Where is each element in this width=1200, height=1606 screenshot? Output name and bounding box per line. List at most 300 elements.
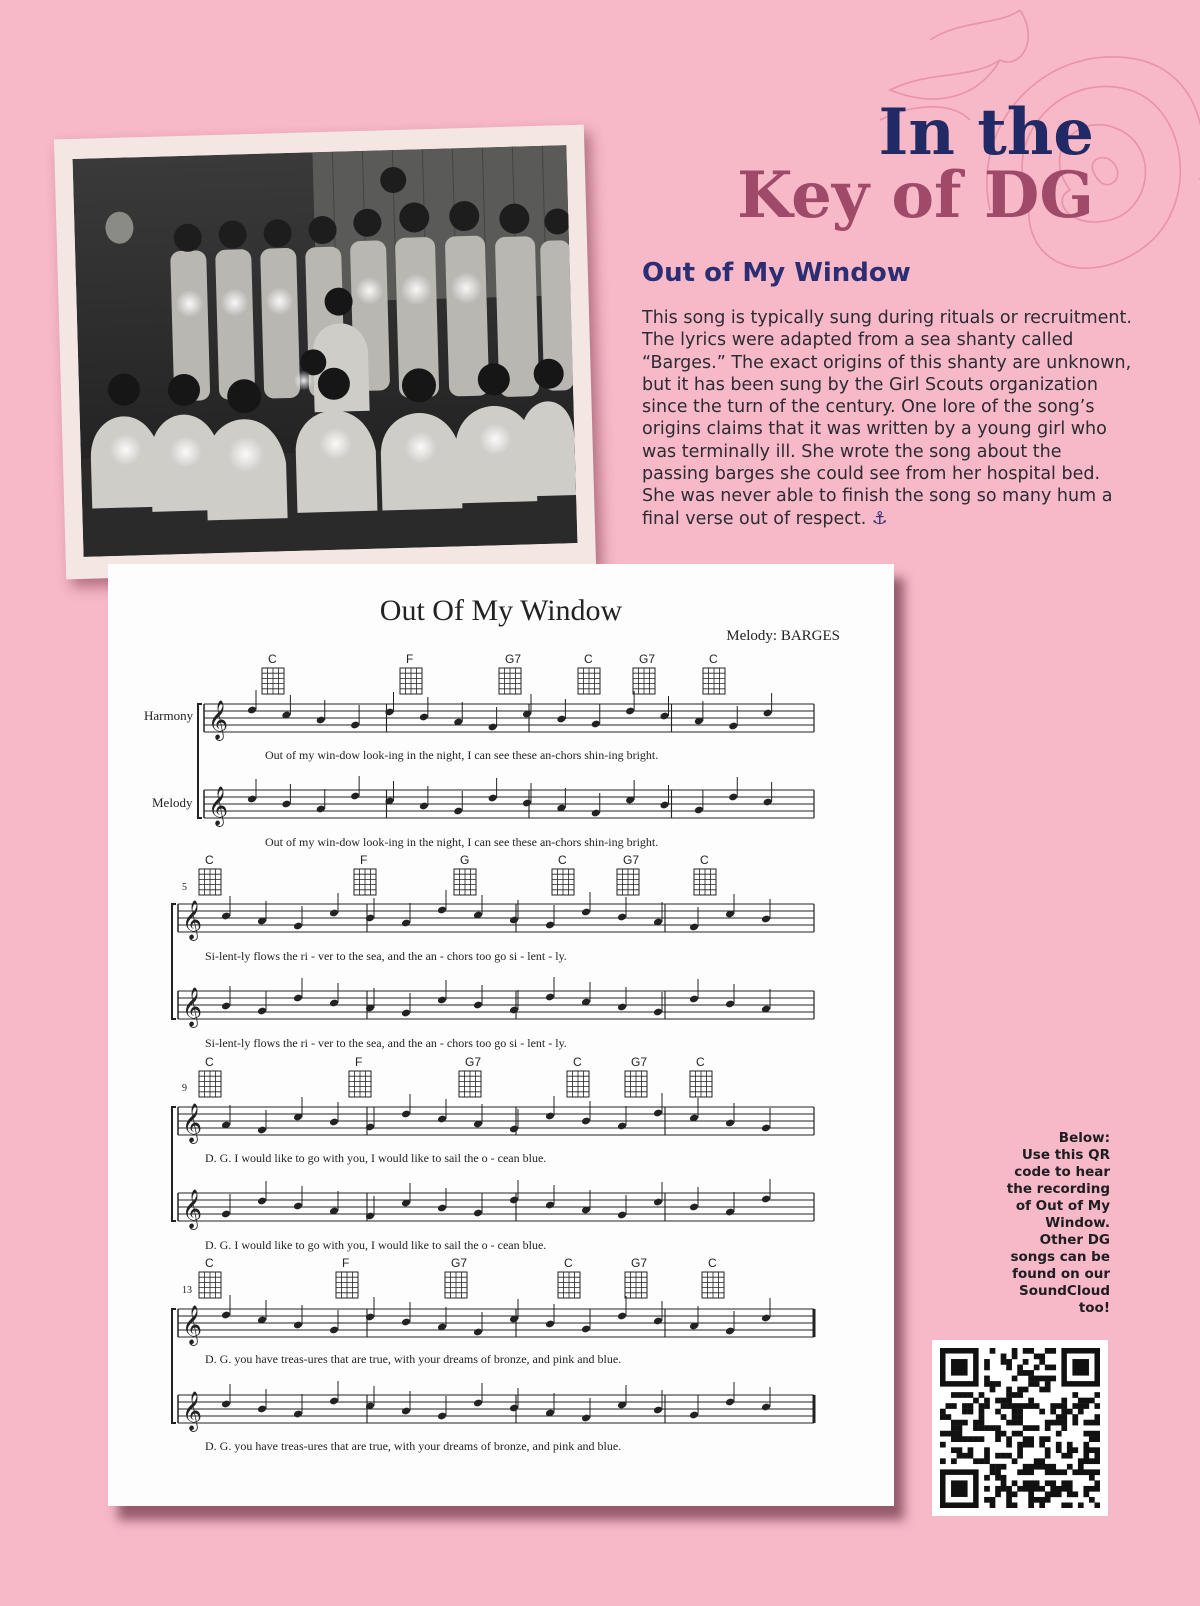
qr-module: [968, 1436, 974, 1442]
chord-label: C: [268, 652, 277, 666]
qr-module: [1078, 1409, 1084, 1415]
qr-module: [984, 1475, 990, 1481]
qr-module: [1045, 1420, 1051, 1426]
chord-label: C: [696, 1055, 705, 1069]
qr-module: [1034, 1464, 1040, 1470]
qr-module: [984, 1497, 990, 1503]
qr-module: [979, 1420, 985, 1426]
qr-module: [1083, 1469, 1089, 1475]
chord-label: C: [205, 1055, 214, 1069]
treble-clef-icon: 𝄞: [182, 987, 203, 1027]
chord-label: G7: [631, 1055, 648, 1069]
qr-module: [1072, 1392, 1078, 1398]
qr-module: [1056, 1442, 1062, 1448]
qr-module: [1050, 1403, 1056, 1409]
qr-module: [973, 1420, 979, 1426]
treble-clef-icon: 𝄞: [182, 1189, 203, 1229]
qr-module: [1072, 1403, 1078, 1409]
qr-module: [1083, 1447, 1089, 1453]
qr-module: [1001, 1414, 1007, 1420]
qr-module: [990, 1502, 996, 1508]
qr-module: [979, 1436, 985, 1442]
qr-module: [957, 1420, 963, 1426]
qr-module: [1034, 1480, 1040, 1486]
qr-module: [1028, 1436, 1034, 1442]
qr-module: [1094, 1420, 1100, 1426]
qr-module: [951, 1420, 957, 1426]
qr-module: [995, 1475, 1001, 1481]
qr-module: [1094, 1480, 1100, 1486]
qr-module: [1061, 1414, 1067, 1420]
measure-number: 5: [182, 882, 187, 893]
qr-module: [1017, 1486, 1023, 1492]
qr-module: [984, 1376, 990, 1382]
heading-line-2: Key of DG: [736, 157, 1094, 233]
chord-label: G7: [465, 1055, 482, 1069]
qr-finder: [951, 1480, 968, 1497]
qr-module: [1045, 1464, 1051, 1470]
qr-module: [1001, 1431, 1007, 1437]
qr-module: [957, 1392, 963, 1398]
qr-module: [1017, 1447, 1023, 1453]
qr-module: [1017, 1431, 1023, 1437]
system-bracket: [172, 1107, 176, 1221]
qr-module: [1094, 1458, 1100, 1464]
qr-module: [1089, 1458, 1095, 1464]
qr-module: [1078, 1458, 1084, 1464]
qr-module: [1078, 1403, 1084, 1409]
qr-module: [979, 1403, 985, 1409]
qr-module: [984, 1365, 990, 1371]
qr-module: [1061, 1502, 1067, 1508]
qr-module: [951, 1436, 957, 1442]
qr-module: [1034, 1403, 1040, 1409]
qr-module: [1045, 1491, 1051, 1497]
qr-module: [990, 1469, 996, 1475]
qr-module: [1006, 1387, 1012, 1393]
treble-clef-icon: 𝄞: [182, 1305, 203, 1345]
qr-module: [1056, 1447, 1062, 1453]
qr-module: [1001, 1475, 1007, 1481]
qr-module: [1083, 1491, 1089, 1497]
qr-module: [1083, 1453, 1089, 1459]
qr-module: [1023, 1464, 1029, 1470]
qr-module: [1023, 1425, 1029, 1431]
qr-module: [979, 1414, 985, 1420]
qr-module: [984, 1398, 990, 1404]
qr-module: [1050, 1420, 1056, 1426]
qr-module: [973, 1398, 979, 1404]
qr-module: [1039, 1497, 1045, 1503]
qr-module: [1094, 1453, 1100, 1459]
chord-label: F: [355, 1055, 363, 1069]
chord-label: C: [205, 853, 214, 867]
qr-module: [1050, 1376, 1056, 1382]
qr-module: [1045, 1436, 1051, 1442]
qr-finder: [1072, 1359, 1089, 1376]
caption-line: SoundCloud: [1019, 1283, 1110, 1299]
qr-module: [1012, 1414, 1018, 1420]
measure-number: 13: [182, 1285, 192, 1296]
qr-module: [1094, 1502, 1100, 1508]
qr-module: [1017, 1387, 1023, 1393]
qr-module: [1017, 1420, 1023, 1426]
qr-module: [1050, 1469, 1056, 1475]
caption-line: Window.: [1045, 1215, 1110, 1231]
qr-module: [1083, 1431, 1089, 1437]
qr-module: [1056, 1469, 1062, 1475]
qr-module: [1001, 1398, 1007, 1404]
treble-clef-icon: 𝄞: [208, 700, 229, 740]
qr-module: [973, 1425, 979, 1431]
qr-module: [990, 1497, 996, 1503]
qr-module: [1056, 1403, 1062, 1409]
qr-module: [1067, 1502, 1073, 1508]
qr-module: [1045, 1376, 1051, 1382]
qr-module: [995, 1486, 1001, 1492]
qr-module: [1089, 1398, 1095, 1404]
chord-label: C: [708, 1256, 717, 1270]
qr-module: [995, 1431, 1001, 1437]
qr-module: [1050, 1486, 1056, 1492]
qr-module: [962, 1420, 968, 1426]
qr-module: [1045, 1365, 1051, 1371]
treble-clef-icon: 𝄞: [208, 786, 229, 826]
qr-module: [1001, 1403, 1007, 1409]
qr-module: [1023, 1436, 1029, 1442]
qr-module: [1045, 1381, 1051, 1387]
system-bracket: [172, 1309, 176, 1423]
qr-module: [1006, 1365, 1012, 1371]
qr-module: [1039, 1436, 1045, 1442]
qr-module: [995, 1469, 1001, 1475]
qr-module: [990, 1387, 996, 1393]
qr-module: [1017, 1365, 1023, 1371]
qr-module: [951, 1447, 957, 1453]
qr-module: [1061, 1480, 1067, 1486]
qr-module: [1017, 1469, 1023, 1475]
qr-module: [1001, 1480, 1007, 1486]
qr-module: [1017, 1442, 1023, 1448]
qr-module: [946, 1403, 952, 1409]
qr-module: [1001, 1453, 1007, 1459]
qr-module: [1028, 1486, 1034, 1492]
qr-finder: [951, 1359, 968, 1376]
qr-module: [940, 1442, 946, 1448]
qr-module: [984, 1453, 990, 1459]
qr-module: [1067, 1464, 1073, 1470]
qr-module: [1078, 1502, 1084, 1508]
qr-module: [979, 1425, 985, 1431]
qr-module: [1045, 1469, 1051, 1475]
qr-module: [957, 1436, 963, 1442]
qr-code-icon[interactable]: [932, 1340, 1108, 1516]
qr-module: [1050, 1348, 1056, 1354]
qr-module: [1012, 1409, 1018, 1415]
lyric-line-harmony: Si-lent-ly flows the ri - ver to the sea, and the an - chors too go si - lent - ly.: [205, 949, 567, 963]
qr-module: [962, 1453, 968, 1459]
qr-module: [940, 1409, 946, 1415]
qr-module: [968, 1447, 974, 1453]
qr-module: [1083, 1403, 1089, 1409]
qr-module: [1017, 1370, 1023, 1376]
chord-label: C: [564, 1256, 573, 1270]
qr-module: [1083, 1486, 1089, 1492]
qr-module: [1028, 1480, 1034, 1486]
qr-module: [995, 1491, 1001, 1497]
qr-module: [1012, 1431, 1018, 1437]
qr-module: [1094, 1486, 1100, 1492]
part-label-melody: Melody: [152, 795, 193, 810]
qr-module: [1006, 1403, 1012, 1409]
qr-module: [1078, 1464, 1084, 1470]
qr-module: [957, 1447, 963, 1453]
qr-module: [1023, 1370, 1029, 1376]
qr-module: [1034, 1486, 1040, 1492]
chord-label: F: [406, 652, 414, 666]
qr-module: [957, 1453, 963, 1459]
qr-module: [1039, 1458, 1045, 1464]
qr-module: [995, 1425, 1001, 1431]
qr-module: [1039, 1376, 1045, 1382]
qr-module: [1012, 1348, 1018, 1354]
qr-module: [1083, 1398, 1089, 1404]
qr-module: [1023, 1480, 1029, 1486]
system-bracket: [198, 704, 202, 818]
qr-module: [1089, 1497, 1095, 1503]
lyric-line-melody: Out of my win-dow look-ing in the night, I can see these an-chors shin-ing bright.: [265, 835, 659, 849]
qr-module: [1094, 1414, 1100, 1420]
anchor-icon: ⚓: [871, 508, 888, 529]
qr-module: [1006, 1359, 1012, 1365]
qr-module: [1050, 1409, 1056, 1415]
qr-module: [1028, 1376, 1034, 1382]
qr-module: [968, 1392, 974, 1398]
qr-module: [1017, 1453, 1023, 1459]
sheet-title: Out Of My Window: [379, 594, 623, 627]
qr-module: [995, 1453, 1001, 1459]
qr-module: [1012, 1480, 1018, 1486]
qr-module: [962, 1403, 968, 1409]
qr-module: [1001, 1486, 1007, 1492]
qr-module: [1023, 1442, 1029, 1448]
melody-source: Melody: BARGES: [726, 628, 840, 644]
qr-module: [995, 1398, 1001, 1404]
chord-label: G7: [505, 652, 522, 666]
qr-module: [1094, 1431, 1100, 1437]
qr-module: [1034, 1376, 1040, 1382]
caption-line: songs can be: [1010, 1249, 1110, 1265]
qr-module: [1067, 1453, 1073, 1459]
qr-module: [1006, 1502, 1012, 1508]
qr-module: [984, 1458, 990, 1464]
qr-module: [1078, 1469, 1084, 1475]
qr-module: [1089, 1475, 1095, 1481]
article-body: [642, 307, 1132, 530]
qr-module: [1017, 1409, 1023, 1415]
qr-module: [957, 1425, 963, 1431]
qr-module: [1006, 1436, 1012, 1442]
qr-module: [1023, 1359, 1029, 1365]
chord-label: G7: [631, 1256, 648, 1270]
chord-label: G7: [451, 1256, 468, 1270]
qr-module: [1045, 1387, 1051, 1393]
qr-code-pattern: [940, 1348, 1100, 1508]
qr-module: [990, 1425, 996, 1431]
qr-module: [1072, 1469, 1078, 1475]
qr-module: [1006, 1486, 1012, 1492]
chord-label: C: [709, 652, 718, 666]
qr-module: [979, 1458, 985, 1464]
qr-module: [1023, 1348, 1029, 1354]
qr-module: [1072, 1491, 1078, 1497]
qr-module: [968, 1453, 974, 1459]
qr-module: [1006, 1453, 1012, 1459]
qr-module: [1045, 1453, 1051, 1459]
qr-module: [940, 1414, 946, 1420]
lyric-line-harmony: Out of my win-dow look-ing in the night, I can see these an-chors shin-ing bright.: [265, 748, 659, 762]
caption-line: Below:: [1058, 1130, 1110, 1146]
qr-module: [940, 1431, 946, 1437]
qr-module: [1039, 1354, 1045, 1360]
qr-module: [1034, 1425, 1040, 1431]
qr-module: [1094, 1403, 1100, 1409]
song-title: Out of My Window: [642, 258, 911, 288]
qr-module: [1089, 1486, 1095, 1492]
qr-module: [990, 1464, 996, 1470]
qr-module: [1061, 1420, 1067, 1426]
treble-clef-icon: 𝄞: [182, 900, 203, 940]
qr-module: [1006, 1392, 1012, 1398]
caption-line: too!: [1078, 1300, 1110, 1316]
chord-label: C: [573, 1055, 582, 1069]
qr-module: [1039, 1387, 1045, 1393]
qr-module: [1061, 1469, 1067, 1475]
treble-clef-icon: 𝄞: [182, 1103, 203, 1143]
qr-module: [995, 1381, 1001, 1387]
qr-module: [1028, 1425, 1034, 1431]
chord-label: G7: [623, 853, 640, 867]
qr-module: [1056, 1491, 1062, 1497]
qr-module: [984, 1486, 990, 1492]
qr-module: [1094, 1436, 1100, 1442]
qr-module: [1012, 1376, 1018, 1382]
qr-module: [1028, 1497, 1034, 1503]
qr-module: [1039, 1502, 1045, 1508]
qr-module: [1056, 1486, 1062, 1492]
qr-module: [1094, 1392, 1100, 1398]
qr-module: [1006, 1442, 1012, 1448]
qr-module: [1050, 1491, 1056, 1497]
qr-module: [1094, 1469, 1100, 1475]
lyric-line-harmony: D. G. I would like to go with you, I would like to sail the o - cean blue.: [205, 1151, 547, 1165]
qr-module: [1083, 1458, 1089, 1464]
qr-module: [1078, 1398, 1084, 1404]
qr-module: [968, 1403, 974, 1409]
qr-module: [962, 1436, 968, 1442]
qr-module: [1028, 1491, 1034, 1497]
choir-photo-image: [73, 145, 578, 557]
qr-module: [1039, 1442, 1045, 1448]
qr-module: [1045, 1480, 1051, 1486]
qr-module: [1067, 1491, 1073, 1497]
qr-module: [995, 1436, 1001, 1442]
qr-module: [946, 1431, 952, 1437]
qr-module: [1061, 1425, 1067, 1431]
qr-module: [1006, 1497, 1012, 1503]
qr-module: [1001, 1354, 1007, 1360]
qr-module: [1067, 1447, 1073, 1453]
qr-module: [1061, 1403, 1067, 1409]
qr-module: [1028, 1502, 1034, 1508]
qr-module: [984, 1447, 990, 1453]
qr-module: [1028, 1442, 1034, 1448]
qr-module: [1050, 1480, 1056, 1486]
qr-module: [1083, 1420, 1089, 1426]
lyric-line-melody: D. G. you have treas-ures that are true, with your dreams of bronze, and pink and blue.: [205, 1439, 622, 1453]
lyric-line-harmony: D. G. you have treas-ures that are true, with your dreams of bronze, and pink and blue.: [205, 1352, 622, 1366]
qr-module: [1039, 1359, 1045, 1365]
page-heading: [736, 95, 1094, 233]
qr-module: [1050, 1464, 1056, 1470]
chord-label: F: [360, 853, 368, 867]
qr-module: [1089, 1420, 1095, 1426]
chord-label: G7: [639, 652, 656, 666]
qr-module: [951, 1431, 957, 1437]
qr-module: [990, 1348, 996, 1354]
treble-clef-icon: 𝄞: [182, 1391, 203, 1431]
system-bracket: [172, 904, 176, 1019]
qr-module: [951, 1425, 957, 1431]
qr-module: [951, 1403, 957, 1409]
caption-line: code to hear: [1014, 1164, 1110, 1180]
qr-module: [1017, 1403, 1023, 1409]
caption-line: Use this QR: [1021, 1147, 1110, 1163]
sheet-music: [108, 564, 894, 1506]
qr-module: [1023, 1387, 1029, 1393]
qr-module: [984, 1359, 990, 1365]
qr-module: [962, 1409, 968, 1415]
qr-module: [1083, 1442, 1089, 1448]
qr-module: [1028, 1464, 1034, 1470]
qr-module: [951, 1458, 957, 1464]
caption-line: found on our: [1012, 1266, 1110, 1282]
qr-module: [979, 1409, 985, 1415]
qr-module: [1034, 1365, 1040, 1371]
lyric-line-melody: D. G. I would like to go with you, I would like to sail the o - cean blue.: [205, 1238, 547, 1252]
qr-module: [1023, 1486, 1029, 1492]
qr-module: [1067, 1480, 1073, 1486]
qr-module: [1056, 1414, 1062, 1420]
caption-line: of Out of My: [1015, 1198, 1110, 1214]
qr-module: [1034, 1381, 1040, 1387]
qr-module: [1017, 1392, 1023, 1398]
qr-module: [1045, 1425, 1051, 1431]
qr-module: [1067, 1486, 1073, 1492]
qr-module: [1072, 1420, 1078, 1426]
qr-module: [973, 1436, 979, 1442]
qr-module: [1006, 1398, 1012, 1404]
qr-module: [940, 1458, 946, 1464]
qr-module: [1012, 1502, 1018, 1508]
qr-module: [1028, 1469, 1034, 1475]
qr-module: [995, 1464, 1001, 1470]
qr-module: [1012, 1491, 1018, 1497]
qr-module: [1034, 1458, 1040, 1464]
qr-module: [973, 1458, 979, 1464]
part-label-harmony: Harmony: [144, 708, 194, 723]
chord-label: G: [460, 853, 470, 867]
